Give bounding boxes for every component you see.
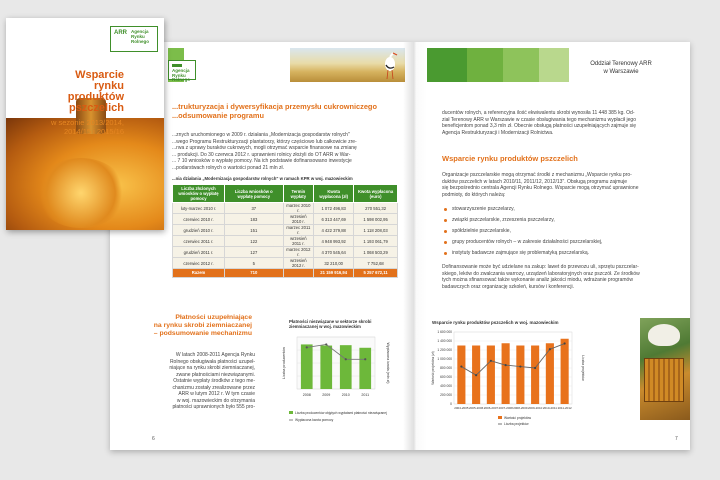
- cell: 122: [225, 236, 284, 247]
- bar: [359, 348, 371, 389]
- col-header: Liczba wniosków o wypłatę pomocy: [225, 185, 284, 203]
- y-tick-label: 400 000: [440, 384, 452, 388]
- y2-axis-label: Liczba projektów: [581, 355, 585, 381]
- arr-logo: ARR Agencja Rynku Rolnego: [110, 26, 158, 52]
- list-item: grupy producentów rolnych – w zakresie działalności pszczelarskiej,: [442, 237, 602, 248]
- x-tick-label: 2010: [341, 393, 350, 397]
- legend-swatch: [498, 416, 502, 419]
- y-tick-label: 1 600 000: [437, 330, 452, 334]
- x-tick-label: 2005-2006: [468, 406, 484, 410]
- cell: marzec 2010 r.: [283, 203, 314, 214]
- cell: 21 159 916,94: [314, 269, 354, 278]
- y-tick-label: 600 000: [440, 375, 452, 379]
- line-point: [325, 343, 327, 345]
- cell: 1 118 208,03: [354, 225, 398, 236]
- bar: [320, 346, 332, 389]
- cover-title: Wsparcie rynku produktów pszczelich: [67, 69, 124, 114]
- cell: marzec 2011 r.: [283, 225, 314, 236]
- cell: Razem: [173, 269, 225, 278]
- line-point: [306, 346, 308, 348]
- stork-icon: [380, 52, 400, 80]
- intro-text: ...znych uruchomionego w 2009 r. działania „Modernizacja gospodarstw rolnych" ...wego Programu Restrukturyzacji plantatorzy, którzy częściowo lub całkowicie zre- ...rwa z uprawy buraków cukrowych, mogli otrzymać wsparcie finansowe na zmianę ... produkcji. Do 30 czerwca 2012 r. uprawnieni rolnicy złożyli do OT ARR w War- ... 7 10 wniosków o wypłatę pomocy. Na ich podstawie dofinansowano inwestycje ...podarstwach rolnych o wartości ponad 21 mln zł.: [172, 132, 357, 171]
- cell: 7 752,68: [354, 258, 398, 269]
- table-total-row: [173, 269, 398, 278]
- line-point: [475, 374, 477, 376]
- cell: 1 193 061,79: [354, 236, 398, 247]
- list-item: stowarzyszenie pszczelarzy,: [442, 204, 602, 215]
- y-tick-label: 1 000 000: [437, 357, 452, 361]
- y-tick-label: 1 400 000: [437, 339, 452, 343]
- cell: 1 072 496,83: [314, 203, 354, 214]
- starch-chart: [275, 319, 400, 424]
- table-row: [173, 203, 398, 214]
- bar: [502, 343, 510, 404]
- open-brochure: [110, 42, 690, 450]
- legend-label: Wartość projektów: [504, 416, 531, 420]
- cell: wrzesień 2010 r.: [283, 214, 314, 225]
- banner-green-block: [503, 48, 539, 82]
- table-caption: ...nia działania „Modernizacja gospodarstw rolnych" w ramach KPR w woj. mazowieckim: [172, 176, 353, 181]
- spine-shadow: [403, 42, 427, 450]
- section-heading: ...trukturyzacja i dywersyfikacja przemysłu cukrowniczego ...odsumowanie programu: [172, 102, 377, 120]
- cell: 127: [225, 247, 284, 258]
- y-tick-label: 800 000: [440, 366, 452, 370]
- office-heading: Oddział Terenowy ARR w Warszawie: [590, 61, 652, 75]
- legend-label: Liczba projektów: [504, 422, 529, 426]
- top-text: ducentów rolnych, a referencyjna ilość ekwiwalentu skrobi wynosiła 11 448 385 kg. Od- ział Terenowy ARR w Warszawie w czasie obsługiwania tego mechanizmu wypłacił jego beneficjentom ponad 3,3 mln zł. Obecnie obsługą płatności uzupełniających zajmuje się Agencja Restrukturyzacji i Modernizacji Rolnictwa.: [442, 110, 637, 136]
- cell: czerwiec 2010 r.: [173, 214, 225, 225]
- list-item: związki pszczelarskie, zrzeszenia pszczelarzy,: [442, 215, 602, 226]
- cell: 710: [225, 269, 284, 278]
- y2-axis-label: Wypłacona kwota (mln zł): [386, 342, 390, 384]
- list-item: instytuty badawcze zajmujące się problematyką pszczelarską.: [442, 248, 602, 259]
- cell: 4 370 545,64: [314, 247, 354, 258]
- bar: [301, 344, 313, 389]
- table-row: [173, 236, 398, 247]
- line-point: [549, 348, 551, 350]
- bar: [340, 345, 352, 389]
- x-tick-label: 2006-2007: [483, 406, 499, 410]
- section2-text: W latach 2008-2011 Agencja Rynku Rolnego obsługiwała płatności uzupeł- niające na rynku skrobi ziemniaczanej, zwane płatnościami niezwiązanymi. Ostatnie wypłaty środków z tego me- chanizmu zostały zrealizowane przez ARR w lutym 2012 r. W tym czasie w woj. mazowieckim do otrzymania płatności uprawnionych było 555 pro-: [169, 352, 255, 410]
- x-tick-label: 2004-2005: [454, 406, 469, 410]
- y-tick-label: 1 200 000: [437, 348, 452, 352]
- y-axis-label: Wartość projektów (zł): [431, 351, 435, 385]
- cell: grudzień 2010 r.: [173, 225, 225, 236]
- cell: czerwiec 2011 r.: [173, 236, 225, 247]
- bar: [561, 339, 569, 404]
- line-point: [490, 360, 492, 362]
- x-tick-label: 2007-2008: [498, 406, 513, 410]
- line-point: [505, 364, 507, 366]
- beekeeper-photo: [640, 318, 690, 420]
- bees-chart-plot: [428, 320, 608, 432]
- bees-chart: [428, 320, 608, 432]
- cell: 6 313 447,69: [314, 214, 354, 225]
- cell: grudzień 2011 r.: [173, 247, 225, 258]
- cell: 32 210,00: [314, 258, 354, 269]
- banner-green-block: [539, 48, 569, 82]
- bar: [516, 346, 524, 405]
- cell: luty-marzec 2010 r.: [173, 203, 225, 214]
- x-tick-label: 2009-2010: [527, 406, 543, 410]
- x-tick-label: 2011: [361, 393, 370, 397]
- bar: [531, 346, 539, 405]
- payments-table: [172, 184, 398, 278]
- cell: [283, 269, 314, 278]
- bar: [457, 346, 465, 405]
- line-point: [345, 358, 347, 360]
- line-point: [519, 365, 521, 367]
- starch-chart-plot: [275, 319, 400, 424]
- cell: 1 598 002,95: [354, 214, 398, 225]
- banner-green-block: [427, 48, 467, 82]
- closing-text: Dofinansowanie może być udzielane na zakup: lawet do przewozu uli, sprzętu pszczelar- skiego, leków do zwalczania warrozy, urządzeń laboratoryjnych oraz pszczół. Ze środków tych można sfinansować także wykonanie analiz jakości miodu, wdrażanie programów badawczych oraz organizację szkoleń, kursów i konferencji.: [442, 264, 640, 290]
- page-number-left: 6: [152, 436, 155, 442]
- arr-logo-small: Agencja Rynku Rolnego: [168, 60, 196, 80]
- x-tick-label: 2011-2012: [557, 406, 572, 410]
- legend-swatch: [289, 411, 293, 414]
- brochure-cover: [6, 18, 164, 230]
- legend-label: Liczba producentów objętych wypłatami płatności niezwiązanej: [295, 411, 387, 415]
- cell: 270 551,32: [354, 203, 398, 214]
- cell: 1 068 503,29: [354, 247, 398, 258]
- x-tick-label: 2009: [322, 393, 331, 397]
- col-header: Termin wypłaty: [283, 185, 314, 203]
- cell: czerwiec 2012 r.: [173, 258, 225, 269]
- x-tick-label: 2008-2009: [513, 406, 528, 410]
- table-row: [173, 247, 398, 258]
- x-tick-label: 2008: [302, 393, 311, 397]
- legend-label: Wypłacona kwota pomocy: [295, 418, 334, 422]
- eligible-list: [442, 204, 602, 259]
- bar: [487, 346, 495, 405]
- banner-green-block: [467, 48, 503, 82]
- cell: 183: [225, 214, 284, 225]
- section2-title: Płatności uzupełniające na rynku skrobi ziemniaczanej – podsumowanie mechanizmu: [153, 314, 252, 337]
- cell: 5: [225, 258, 284, 269]
- table-row: [173, 258, 398, 269]
- line-point: [534, 367, 536, 369]
- y-tick-label: 0: [450, 402, 452, 406]
- bees-intro: Organizacje pszczelarskie mogą otrzymać środki z mechanizmu „Wsparcie rynku pro- duktów pszczelich w latach 2010/11, 2011/12, 2012/13". Obsługą programu zajmuje się bezpośrednio centrala Agencji Rynku Rolnego. Wsparcie mogą otrzymać uprawnione podmioty, do których należą:: [442, 172, 639, 198]
- y-tick-label: 200 000: [440, 393, 452, 397]
- cell: wrzesień 2012 r.: [283, 258, 314, 269]
- table-row: [173, 214, 398, 225]
- col-header: Liczba złożonych wniosków o wypłatę pomocy: [173, 185, 225, 203]
- page-number-right: 7: [675, 436, 678, 442]
- col-header: Kwota wypłacona (euro): [354, 185, 398, 203]
- cell: 37: [225, 203, 284, 214]
- line-point: [564, 342, 566, 344]
- cell: 5 257 672,11: [354, 269, 398, 278]
- cover-subtitle: w sezonie 2013/2014, 2014/15 i 2015/16: [51, 118, 124, 136]
- chart-title: Płatności niezwiązane w sektorze skrobi ziemniaczanej w woj. mazowieckim: [289, 319, 372, 329]
- col-header: Kwota wypłacona (zł): [314, 185, 354, 203]
- x-tick-label: 2010-2011: [542, 406, 557, 410]
- bees-heading: Wsparcie rynku produktów pszczelich: [442, 154, 578, 163]
- chart-title: Wsparcie rynku produktów pszczelich w woj. mazowieckim: [432, 320, 559, 325]
- cell: 4 422 379,88: [314, 225, 354, 236]
- cell: marzec 2012 r.: [283, 247, 314, 258]
- table-row: [173, 225, 398, 236]
- cell: 4 948 993,92: [314, 236, 354, 247]
- line-point: [364, 358, 366, 360]
- y-axis-label: Liczba producentów: [282, 347, 286, 379]
- cell: 151: [225, 225, 284, 236]
- cell: wrzesień 2011 r.: [283, 236, 314, 247]
- line-point: [460, 365, 462, 367]
- list-item: spółdzielnie pszczelarskie,: [442, 226, 602, 237]
